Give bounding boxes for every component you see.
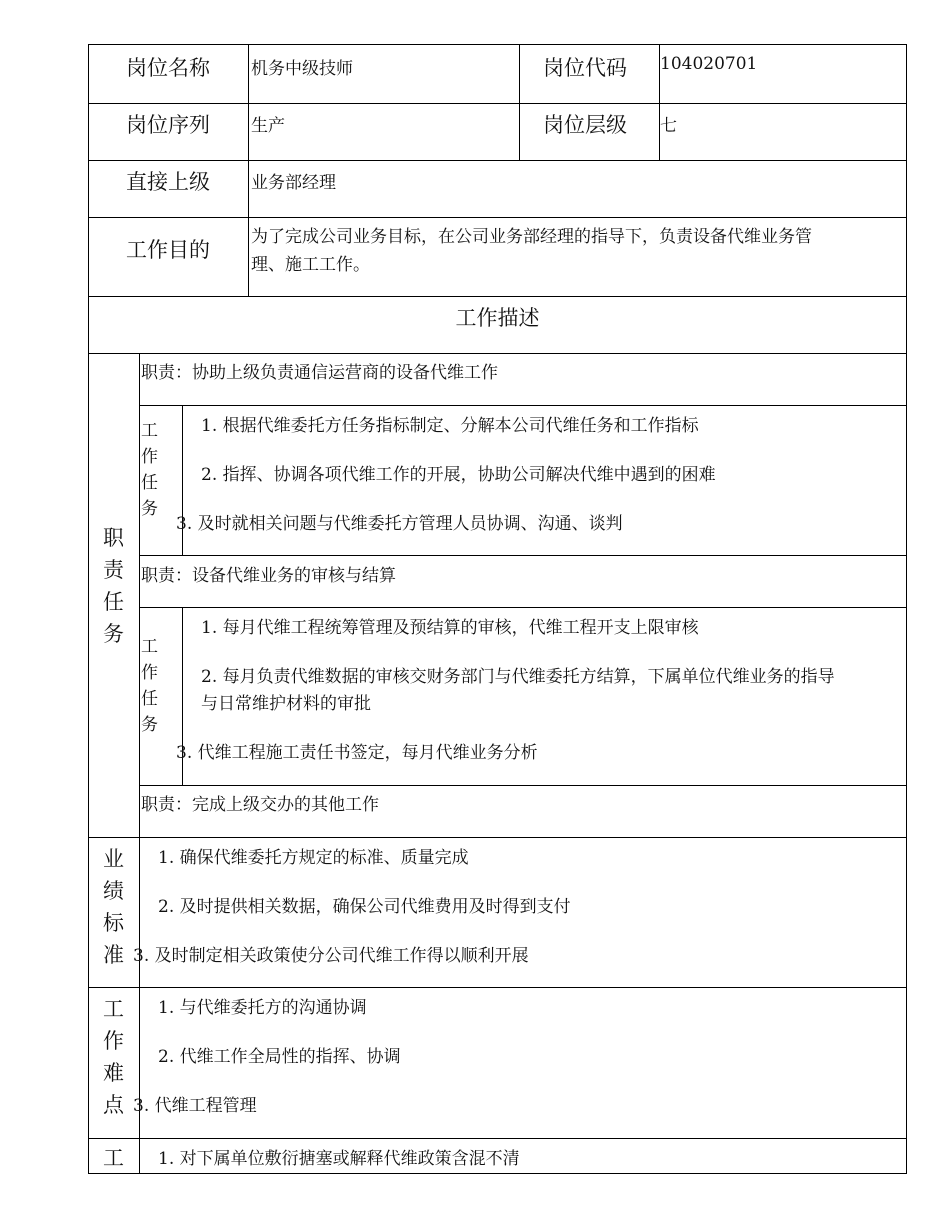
performance-item: 1. 确保代维委托方规定的标准、质量完成: [158, 848, 469, 868]
task-label-char: 务: [141, 499, 158, 519]
task-label-char: 作: [141, 663, 158, 683]
performance-label: [103, 843, 127, 971]
difficulty-item: 3. 代维工程管理: [133, 1096, 257, 1116]
row-divider: [88, 353, 907, 354]
position-name-value: 机务中级技师: [251, 59, 353, 79]
row-divider: [139, 607, 907, 608]
row-divider: [139, 785, 907, 786]
difficulties-label-char: 点: [103, 1093, 124, 1117]
duties-label-char: 务: [103, 622, 124, 646]
task-label-char: 任: [141, 689, 158, 709]
table-border-top: [88, 44, 907, 45]
position-code-value: 104020701: [660, 54, 758, 74]
table-border-bottom: [88, 1173, 907, 1174]
duty-2-task: 1. 每月代维工程统筹管理及预结算的审核，代维工程开支上限审核: [201, 618, 699, 638]
duty-2-task: 2. 每月负责代维数据的审核交财务部门与代维委托方结算，下属单位代维业务的指导: [201, 667, 835, 687]
last-section-item: 1. 对下属单位敷衍搪塞或解释代维政策含混不清: [158, 1149, 520, 1169]
performance-label-char: 准: [103, 943, 124, 967]
task-label-char: 任: [141, 473, 158, 493]
performance-item: 2. 及时提供相关数据，确保公司代维费用及时得到支付: [158, 897, 571, 917]
difficulty-item: 1. 与代维委托方的沟通协调: [158, 998, 367, 1018]
duty-1-task: 3. 及时就相关问题与代维委托方管理人员协调、沟通、谈判: [176, 514, 623, 534]
row-divider: [88, 837, 907, 838]
performance-label-char: 业: [103, 847, 124, 871]
row-divider: [88, 160, 907, 161]
position-code-label: 岗位代码: [543, 56, 627, 80]
performance-label-char: 绩: [103, 879, 124, 903]
col-divider: [139, 353, 140, 1174]
supervisor-label: 直接上级: [126, 170, 210, 194]
task-label-char: 工: [141, 637, 158, 657]
duties-label: [103, 522, 127, 650]
row-divider: [88, 103, 907, 104]
last-section-label: 工: [103, 1146, 124, 1170]
col-divider: [248, 44, 249, 297]
difficulties-label-char: 难: [103, 1061, 124, 1085]
row-divider: [139, 555, 907, 556]
duty-2-task: 3. 代维工程施工责任书签定，每月代维业务分析: [176, 743, 538, 763]
duty-2-task: 与日常维护材料的审批: [201, 694, 371, 714]
level-label: 岗位层级: [543, 113, 627, 137]
performance-label-char: 标: [103, 911, 124, 935]
row-divider: [88, 1138, 907, 1139]
duty-1-task-label: [141, 418, 161, 522]
purpose-value-line: 为了完成公司业务目标，在公司业务部经理的指导下，负责设备代维业务管: [251, 227, 812, 247]
table-border-left: [88, 44, 89, 1174]
table-border-right: [906, 44, 907, 1174]
series-value: 生产: [251, 116, 285, 136]
row-divider: [88, 217, 907, 218]
duty-1-task: 2. 指挥、协调各项代维工作的开展，协助公司解决代维中遇到的困难: [201, 465, 716, 485]
purpose-value-line: 理、施工工作。: [251, 255, 370, 275]
position-name-label: 岗位名称: [126, 56, 210, 80]
duties-label-char: 职: [103, 526, 124, 550]
difficulties-label-char: 作: [103, 1029, 124, 1053]
level-value: 七: [660, 116, 677, 136]
purpose-label: 工作目的: [126, 238, 210, 262]
duties-label-char: 责: [103, 558, 124, 582]
performance-item: 3. 及时制定相关政策使分公司代维工作得以顺利开展: [133, 946, 529, 966]
task-label-char: 务: [141, 715, 158, 735]
row-divider: [88, 296, 907, 297]
task-label-char: 作: [141, 447, 158, 467]
series-label: 岗位序列: [126, 113, 210, 137]
duty-1-title: 职责：协助上级负责通信运营商的设备代维工作: [141, 363, 498, 383]
task-label-char: 工: [141, 421, 158, 441]
supervisor-value: 业务部经理: [251, 173, 336, 193]
row-divider: [88, 987, 907, 988]
duty-2-task-label: [141, 634, 161, 738]
duty-2-title: 职责：设备代维业务的审核与结算: [141, 566, 396, 586]
duty-1-task: 1. 根据代维委托方任务指标制定、分解本公司代维任务和工作指标: [201, 416, 699, 436]
col-divider: [519, 44, 520, 161]
difficulty-item: 2. 代维工作全局性的指挥、协调: [158, 1047, 401, 1067]
difficulties-label-char: 工: [103, 997, 124, 1021]
description-title: 工作描述: [455, 306, 540, 330]
difficulties-label: [103, 993, 127, 1121]
duties-label-char: 任: [103, 590, 124, 614]
row-divider: [139, 405, 907, 406]
duty-3-title: 职责：完成上级交办的其他工作: [141, 795, 379, 815]
